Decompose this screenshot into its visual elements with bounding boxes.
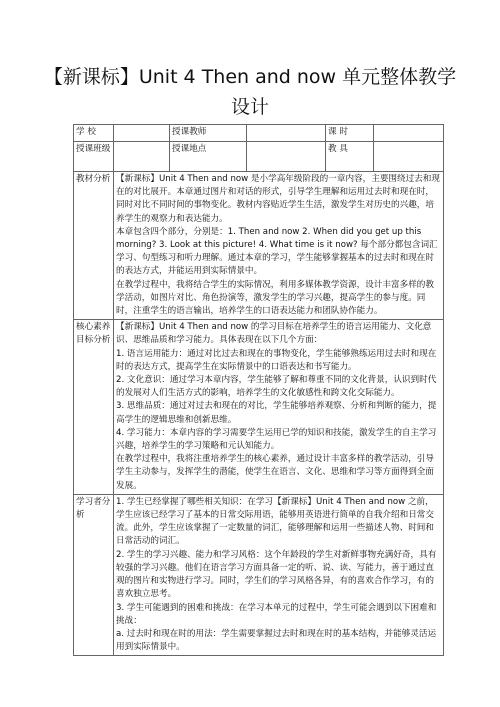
class-label: 授课班级 [74,142,114,172]
section-learner-analysis [74,494,444,655]
section-core-literacy [74,320,444,495]
textbook-label: 教 具 [326,142,374,172]
teacher-value [247,125,326,142]
paragraph: 1. 学生已经掌握了哪些相关知识：在学习【新课标】Unit 4 Then and now 之前，学生应该已经学习了基本的日常交际用语，能够用英语进行简单的自我介绍和日常交流。此外，学生应该掌握了一定数量的词汇，能够理解和运用一些描述人物、时间和日常活动的词汇。 [116,496,434,547]
school-value [114,125,170,142]
paragraph: 1. 语言运用能力：通过对比过去和现在的事物变化，学生能够熟练运用过去时和现在时的表达方式，提高学生在实际情景中的口语表达和书写能力。 [116,348,437,372]
paragraph: a. 过去时和现在时的用法：学生需要掌握过去时和现在时的基本结构，并能够灵活运用到实际情景中。 [116,628,437,653]
section-label: 教材分析 [74,172,114,320]
place-label: 授课地点 [170,142,247,172]
paragraph: 2. 文化意识：通过学习本章内容，学生能够了解和尊重不同的文化背景，认识到时代的发展对人们生活方式的影响，培养学生的文化敏感性和跨文化交际能力。 [116,375,437,399]
paragraph: 【新课标】Unit 4 Then and now 是小学高年级阶段的一章内容，主要围绕过去和现在的对比展开。本章通过图片和对话的形式，引导学生理解和运用过去时和现在时，同时对比不同时间的事物变化。教材内容贴近学生生活，激发学生对历史的兴趣，培养学生的观察力和表达能力。 [116,174,440,224]
teacher-label: 授课教师 [170,125,247,142]
paragraph: 【新课标】Unit 4 Then and now 的学习目标在培养学生的语言运用能力、文化意识、思维品质和学习能力。具体表现在以下几个方面： [116,322,432,346]
hours-value [374,125,444,142]
paragraph: 3. 学生可能遇到的困难和挑战：在学习本单元的过程中，学生可能会遇到以下困难和挑战： [116,602,437,626]
paragraph: 2. 学生的学习兴趣、能力和学习风格：这个年龄段的学生对新鲜事物充满好奇，具有较强的学习兴趣。他们在语言学习方面具备一定的听、说、读、写能力，善于通过直观的图片和实物进行学习。同时，学生们的学习风格各异，有的喜欢合作学习，有的喜欢独立思考。 [116,549,437,600]
hours-label: 课 时 [326,125,374,142]
paragraph: 3. 思维品质：通过对过去和现在的对比，学生能够培养观察、分析和判断的能力，提高学生的逻辑思维和创新思维。 [116,401,437,425]
paragraph: 在教学过程中，我将结合学生的实际情况，利用多媒体教学资源，设计丰富多样的教学活动，如图片对比、角色扮演等，激发学生的学习兴趣，提高学生的参与度。同时，注重学生的语言输出，培养学生的口语表达能力和团队协作能力。 [116,279,434,317]
section-label: 核心素养目标分析 [74,320,114,495]
paragraph: 在教学过程中，我将注重培养学生的核心素养，通过设计丰富多样的教学活动，引导学生主动参与，发挥学生的潜能，使学生在语言、文化、思维和学习等方面得到全面发展。 [116,454,434,491]
paragraph: 本章包含四个部分，分别是：1. Then and now 2. When did you get up this morning? 3. Look at this picture! 4. What time is it now? 每个部分都包含词汇学习、句型练习和听力理解。通过本章的学习，学生能够掌握基本的过去时和现在时的表达方式，并能运用到实际情景中。 [116,226,438,277]
section-content [114,172,444,320]
class-value [114,142,170,172]
paragraph: 4. 学习能力：本章内容的学习需要学生运用已学的知识和技能，激发学生的自主学习兴趣，培养学生的学习策略和元认知能力。 [116,427,437,452]
section-content [114,494,444,655]
document-title: 【新课标】Unit 4 Then and now 单元整体教学设计 [43,66,457,118]
place-value [247,142,326,172]
school-label: 学 校 [74,125,114,142]
lesson-info-table [73,124,444,656]
textbook-value [374,142,444,172]
section-textbook-analysis [74,172,444,320]
section-label: 学习者分析 [74,494,114,655]
section-content [114,320,444,495]
